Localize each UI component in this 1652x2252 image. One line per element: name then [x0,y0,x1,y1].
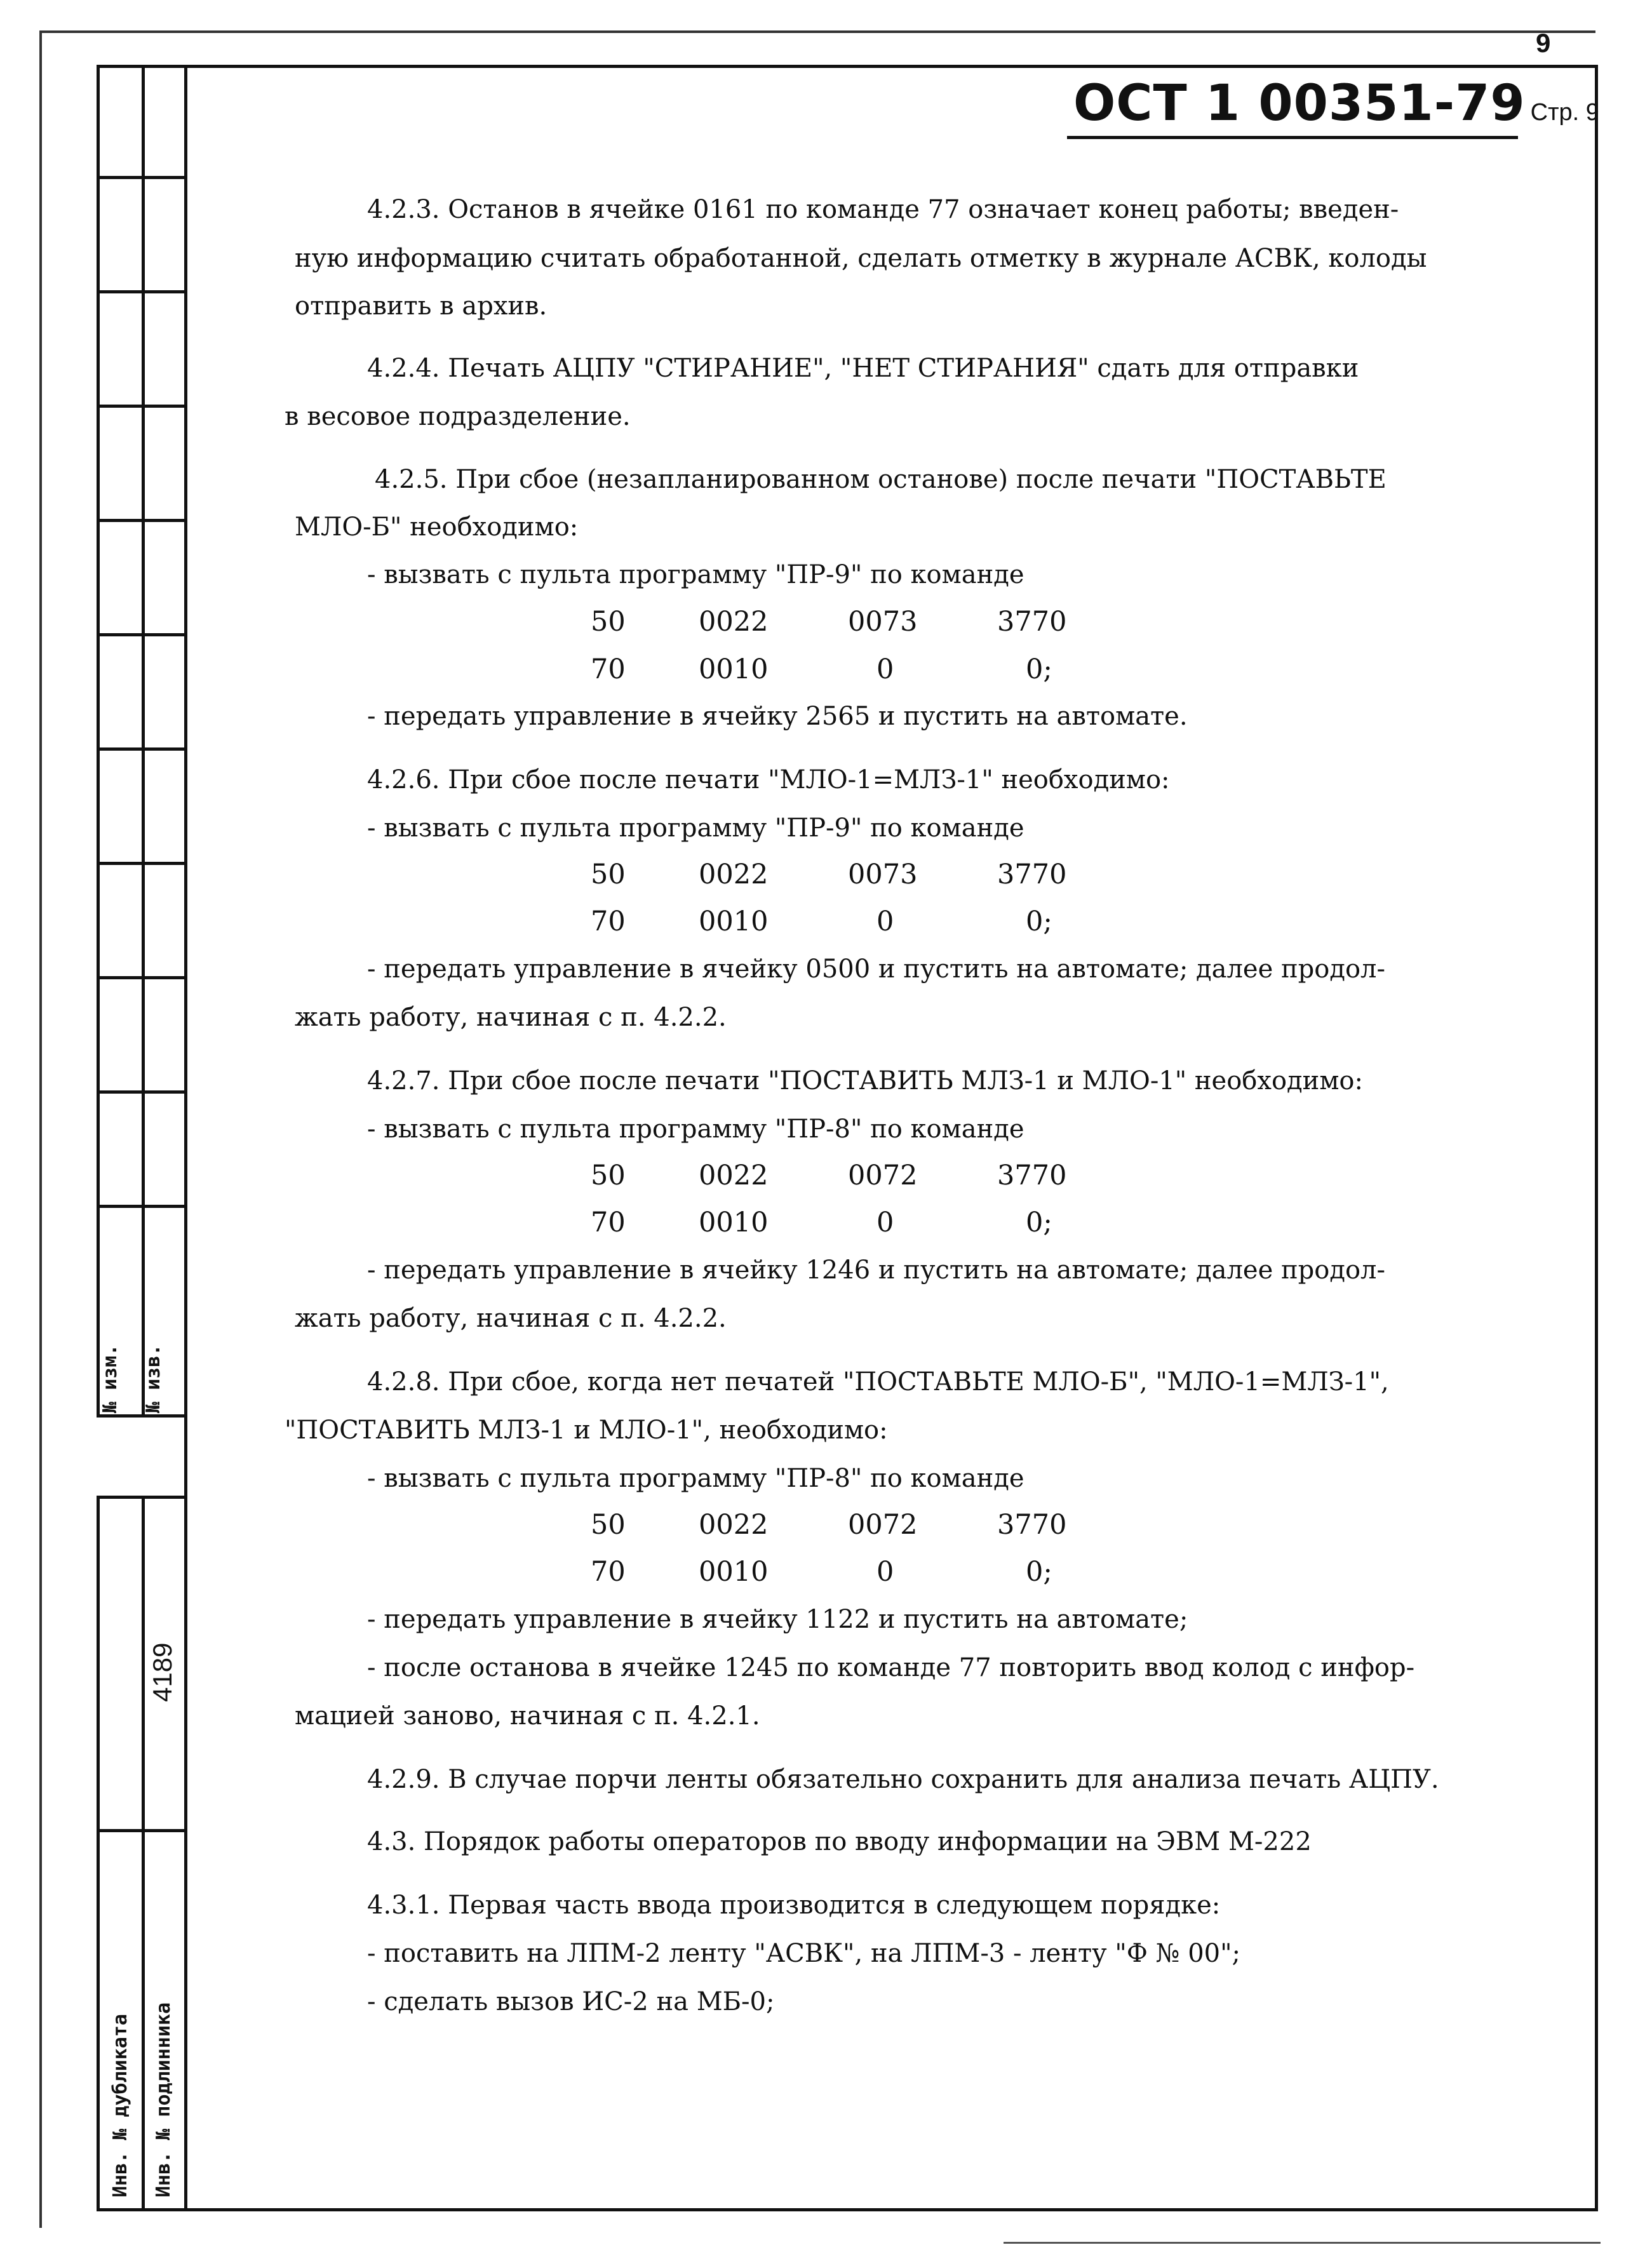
para-4-2-8-line3: - вызвать с пульта программу "ПР-8" по команде [367,1464,1024,1493]
para-4-2-6-line1: 4.2.6. При сбое после печати "МЛО-1=МЛЗ-1" необходимо: [367,765,1170,794]
para-4-2-6-line2: - вызвать с пульта программу "ПР-9" по команде [367,814,1024,843]
code-cell: 50 [591,1509,626,1541]
code-cell: 0022 [699,1509,769,1541]
code-cell: 0073 [848,606,918,638]
code-cell: 0010 [699,653,769,685]
code-cell: 50 [591,1160,626,1191]
para-4-2-3-line3: отправить в архив. [295,292,547,321]
code-cell: 0 [876,653,894,685]
code-cell: 0010 [699,1556,769,1588]
code-cell: 70 [591,653,626,685]
code-cell: 70 [591,906,626,937]
code-cell: 0010 [699,1207,769,1238]
code-cell: 50 [591,859,626,890]
section-4-3-title: 4.3. Порядок работы операторов по вводу информации на ЭВМ М-222 [367,1827,1312,1856]
code-cell: 0; [1026,1207,1052,1238]
code-cell: 0022 [699,859,769,890]
para-4-2-6-line3: - передать управление в ячейку 0500 и пустить на автомате; далее продол- [367,955,1385,984]
para-4-2-5-line3: - вызвать с пульта программу "ПР-9" по команде [367,560,1024,589]
para-4-2-6-line4: жать работу, начиная с п. 4.2.2. [295,1003,727,1032]
para-4-2-4-line2: в весовое подразделение. [285,402,631,431]
para-4-3-1-line2: - поставить на ЛПМ-2 ленту "АСВК", на ЛПМ-3 - ленту "Ф № 00"; [367,1939,1240,1968]
bottom-rule [1004,2242,1601,2244]
code-cell: 0073 [848,859,918,890]
para-4-2-5-line1: 4.2.5. При сбое (незапланированном останове) после печати "ПОСТАВЬТЕ [375,465,1387,494]
code-cell: 0022 [699,606,769,638]
code-cell: 3770 [997,1509,1067,1541]
para-4-2-7-line2: - вызвать с пульта программу "ПР-8" по команде [367,1115,1024,1144]
code-cell: 50 [591,606,626,638]
para-4-2-8-line5: - после останова в ячейке 1245 по команде 77 повторить ввод колод с инфор- [367,1653,1415,1682]
code-cell: 0010 [699,906,769,937]
para-4-2-3-line1: 4.2.3. Останов в ячейке 0161 по команде 77 означает конец работы; введен- [367,195,1399,224]
code-cell: 0072 [848,1160,918,1191]
para-4-2-7-line3: - передать управление в ячейку 1246 и пустить на автомате; далее продол- [367,1256,1385,1285]
code-cell: 0 [876,1207,894,1238]
code-cell: 3770 [997,1160,1067,1191]
page-header [1073,75,1599,132]
header-underline [1067,136,1518,139]
outer-left-rule [39,30,42,2228]
page-number: Стр. 9 [1530,99,1599,126]
para-4-2-8-line4: - передать управление в ячейку 1122 и пустить на автомате; [367,1605,1188,1634]
code-cell: 0 [876,906,894,937]
code-cell: 0; [1026,653,1052,685]
para-4-2-3-line2: ную информацию считать обработанной, сделать отметку в журнале АСВК, колоды [295,244,1427,273]
code-cell: 0 [876,1556,894,1588]
code-cell: 3770 [997,606,1067,638]
para-4-2-8-line2: "ПОСТАВИТЬ МЛЗ-1 и МЛО-1", необходимо: [285,1416,888,1445]
para-4-3-1-line3: - сделать вызов ИС-2 на МБ-0; [367,1987,775,2016]
para-4-2-9: 4.2.9. В случае порчи ленты обязательно сохранить для анализа печать АЦПУ. [367,1765,1439,1794]
code-cell: 70 [591,1207,626,1238]
standard-number: ОСТ 1 00351-79 [1073,75,1526,132]
code-cell: 0072 [848,1509,918,1541]
para-4-2-7-line4: жать работу, начиная с п. 4.2.2. [295,1304,727,1333]
margin-izm-label: № изм. [99,1344,121,1413]
code-cell: 0; [1026,906,1052,937]
para-4-3-1-line1: 4.3.1. Первая часть ввода производится в следующем порядке: [367,1891,1221,1920]
code-cell: 70 [591,1556,626,1588]
para-4-2-4-line1: 4.2.4. Печать АЦПУ "СТИРАНИЕ", "НЕТ СТИРАНИЯ" сдать для отправки [367,354,1359,383]
para-4-2-8-line1: 4.2.8. При сбое, когда нет печатей "ПОСТАВЬТЕ МЛО-Б", "МЛО-1=МЛЗ-1", [367,1367,1389,1397]
outer-top-rule [39,30,1595,33]
para-4-2-7-line1: 4.2.7. При сбое после печати "ПОСТАВИТЬ МЛЗ-1 и МЛО-1" необходимо: [367,1066,1363,1096]
margin-inv-dubl-label: Инв. № дубликата [109,2014,131,2197]
code-cell: 0022 [699,1160,769,1191]
margin-izv-label: № изв. [142,1344,165,1413]
para-4-2-5-line4: - передать управление в ячейку 2565 и пустить на автомате. [367,702,1188,731]
code-cell: 0; [1026,1556,1052,1588]
para-4-2-8-line6: мацией заново, начиная с п. 4.2.1. [295,1701,760,1731]
margin-inv-podl-label: Инв. № подлинника [152,2002,175,2197]
para-4-2-5-line2: МЛО-Б" необходимо: [295,513,579,542]
margin-strip-upper [97,65,184,1418]
code-cell: 3770 [997,859,1067,890]
corner-page-mark: 9 [1536,28,1551,58]
inventory-number: 4189 [147,1642,177,1702]
